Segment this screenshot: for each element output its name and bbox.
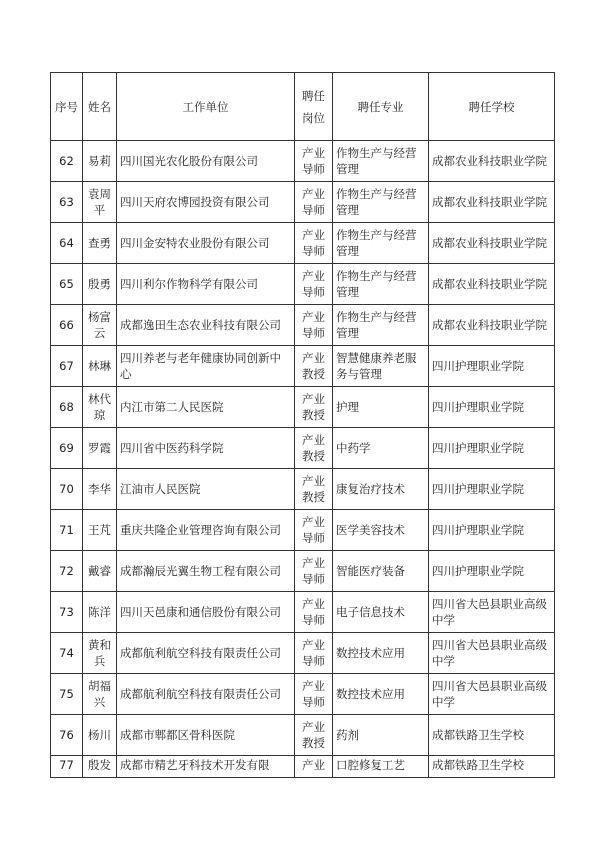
cell-school: 四川护理职业学院	[429, 346, 555, 387]
cell-post: 产业导师	[295, 674, 333, 715]
table-row	[51, 346, 555, 387]
cell-major: 中药学	[333, 428, 429, 469]
table-row	[51, 428, 555, 469]
cell-post: 产业导师	[295, 141, 333, 182]
cell-unit: 四川国光农化股份有限公司	[117, 141, 295, 182]
cell-index: 77	[51, 756, 83, 778]
cell-major: 作物生产与经营管理	[333, 182, 429, 223]
cell-index: 65	[51, 264, 83, 305]
cell-unit: 江油市人民医院	[117, 469, 295, 510]
cell-index: 74	[51, 633, 83, 674]
cell-index: 69	[51, 428, 83, 469]
cell-school: 成都铁路卫生学校	[429, 715, 555, 756]
cell-unit: 重庆共隆企业管理咨询有限公司	[117, 510, 295, 551]
cell-name: 查勇	[83, 223, 117, 264]
cell-post: 产业导师	[295, 305, 333, 346]
cell-major: 电子信息技术	[333, 592, 429, 633]
cell-name: 黄和兵	[83, 633, 117, 674]
cell-major: 作物生产与经营管理	[333, 305, 429, 346]
cell-major: 医学美容技术	[333, 510, 429, 551]
header-index: 序号	[51, 73, 83, 141]
cell-major: 护理	[333, 387, 429, 428]
table-row	[51, 756, 555, 778]
cell-post: 产业导师	[295, 551, 333, 592]
cell-unit: 成都航利航空科技有限责任公司	[117, 674, 295, 715]
cell-unit: 成都市郫都区骨科医院	[117, 715, 295, 756]
cell-name: 易莉	[83, 141, 117, 182]
table-body	[51, 141, 555, 778]
cell-unit: 成都瀚辰光翼生物工程有限公司	[117, 551, 295, 592]
cell-index: 76	[51, 715, 83, 756]
table-row	[51, 305, 555, 346]
cell-school: 成都农业科技职业学院	[429, 223, 555, 264]
cell-major: 作物生产与经营管理	[333, 223, 429, 264]
cell-school: 成都铁路卫生学校	[429, 756, 555, 778]
table-row	[51, 387, 555, 428]
cell-index: 75	[51, 674, 83, 715]
cell-name: 殷发	[83, 756, 117, 778]
table-row	[51, 551, 555, 592]
cell-post: 产业	[295, 756, 333, 778]
cell-post: 产业导师	[295, 633, 333, 674]
cell-post: 产业教授	[295, 715, 333, 756]
cell-school: 四川护理职业学院	[429, 469, 555, 510]
cell-index: 71	[51, 510, 83, 551]
header-school: 聘任学校	[429, 73, 555, 141]
cell-unit: 四川天府农博园投资有限公司	[117, 182, 295, 223]
table-row	[51, 182, 555, 223]
cell-index: 62	[51, 141, 83, 182]
cell-index: 70	[51, 469, 83, 510]
table-row	[51, 715, 555, 756]
cell-post: 产业导师	[295, 223, 333, 264]
cell-major: 作物生产与经营管理	[333, 264, 429, 305]
cell-school: 四川护理职业学院	[429, 510, 555, 551]
table-header-row	[51, 73, 555, 141]
table-row	[51, 264, 555, 305]
cell-name: 王芃	[83, 510, 117, 551]
cell-school: 四川省大邑县职业高级中学	[429, 592, 555, 633]
cell-school: 成都农业科技职业学院	[429, 305, 555, 346]
cell-post: 产业教授	[295, 428, 333, 469]
cell-major: 数控技术应用	[333, 633, 429, 674]
cell-unit: 四川省中医药科学院	[117, 428, 295, 469]
cell-name: 袁周平	[83, 182, 117, 223]
cell-post: 产业导师	[295, 182, 333, 223]
cell-name: 陈洋	[83, 592, 117, 633]
cell-school: 四川省大邑县职业高级中学	[429, 674, 555, 715]
cell-index: 68	[51, 387, 83, 428]
cell-school: 四川护理职业学院	[429, 387, 555, 428]
cell-name: 殷勇	[83, 264, 117, 305]
cell-major: 作物生产与经营管理	[333, 141, 429, 182]
header-post: 聘任岗位	[295, 73, 333, 141]
mentor-table	[50, 72, 555, 778]
cell-unit: 成都逸田生态农业科技有限公司	[117, 305, 295, 346]
cell-index: 64	[51, 223, 83, 264]
cell-unit: 成都航利航空科技有限责任公司	[117, 633, 295, 674]
cell-post: 产业教授	[295, 387, 333, 428]
cell-post: 产业导师	[295, 592, 333, 633]
cell-post: 产业教授	[295, 346, 333, 387]
cell-name: 胡福兴	[83, 674, 117, 715]
table-row	[51, 223, 555, 264]
cell-school: 四川护理职业学院	[429, 551, 555, 592]
cell-post: 产业导师	[295, 510, 333, 551]
cell-major: 口腔修复工艺	[333, 756, 429, 778]
cell-major: 康复治疗技术	[333, 469, 429, 510]
cell-index: 73	[51, 592, 83, 633]
cell-name: 杨川	[83, 715, 117, 756]
cell-unit: 成都市精艺牙科技术开发有限	[117, 756, 295, 778]
cell-unit: 内江市第二人民医院	[117, 387, 295, 428]
cell-name: 戴睿	[83, 551, 117, 592]
cell-school: 四川省大邑县职业高级中学	[429, 633, 555, 674]
cell-unit: 四川天邑康和通信股份有限公司	[117, 592, 295, 633]
cell-name: 林代琼	[83, 387, 117, 428]
cell-major: 药剂	[333, 715, 429, 756]
table-row	[51, 469, 555, 510]
header-unit: 工作单位	[117, 73, 295, 141]
cell-school: 成都农业科技职业学院	[429, 264, 555, 305]
cell-index: 63	[51, 182, 83, 223]
table-row	[51, 674, 555, 715]
table-row	[51, 510, 555, 551]
cell-major: 智能医疗装备	[333, 551, 429, 592]
cell-post: 产业导师	[295, 264, 333, 305]
cell-major: 智慧健康养老服务与管理	[333, 346, 429, 387]
cell-name: 罗霞	[83, 428, 117, 469]
cell-unit: 四川利尔作物科学有限公司	[117, 264, 295, 305]
table-row	[51, 592, 555, 633]
header-major: 聘任专业	[333, 73, 429, 141]
cell-school: 成都农业科技职业学院	[429, 182, 555, 223]
cell-index: 66	[51, 305, 83, 346]
cell-name: 杨富云	[83, 305, 117, 346]
cell-index: 72	[51, 551, 83, 592]
cell-school: 成都农业科技职业学院	[429, 141, 555, 182]
header-name: 姓名	[83, 73, 117, 141]
cell-unit: 四川养老与老年健康协同创新中心	[117, 346, 295, 387]
cell-unit: 四川金安特农业股份有限公司	[117, 223, 295, 264]
table-row	[51, 633, 555, 674]
cell-major: 数控技术应用	[333, 674, 429, 715]
cell-school: 四川护理职业学院	[429, 428, 555, 469]
cell-name: 李华	[83, 469, 117, 510]
table-row	[51, 141, 555, 182]
cell-post: 产业教授	[295, 469, 333, 510]
cell-name: 林琳	[83, 346, 117, 387]
cell-index: 67	[51, 346, 83, 387]
